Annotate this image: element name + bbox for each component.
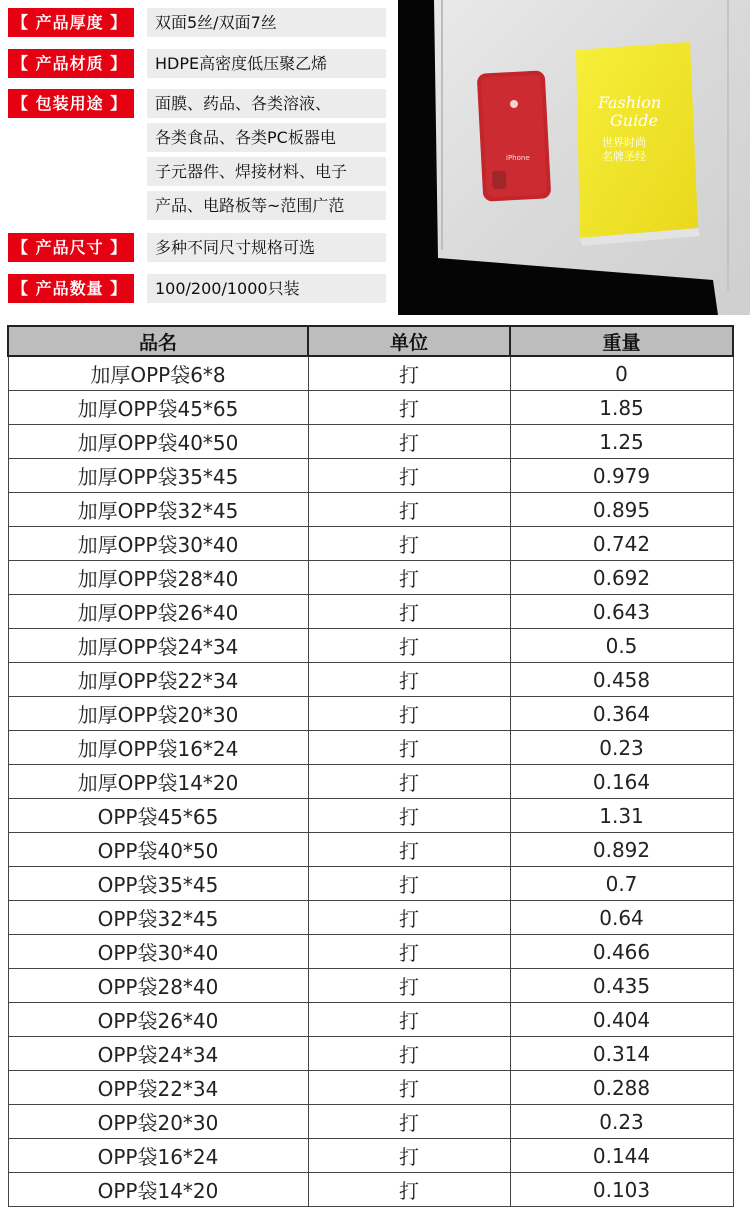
book-cn-2: 名牌圣经 <box>602 150 646 163</box>
table-row <box>8 527 733 561</box>
cell-unit: 打 <box>308 1173 510 1207</box>
table-row <box>8 356 733 391</box>
cell-weight: 0.643 <box>510 595 733 629</box>
cell-unit: 打 <box>308 561 510 595</box>
cell-weight: 0.5 <box>510 629 733 663</box>
cell-unit: 打 <box>308 425 510 459</box>
cell-unit: 打 <box>308 935 510 969</box>
cell-unit: 打 <box>308 901 510 935</box>
table-row <box>8 391 733 425</box>
cell-product-name: 加厚OPP袋20*30 <box>8 697 308 731</box>
table-row <box>8 1105 733 1139</box>
header-product-name: 品名 <box>8 326 308 356</box>
table-row <box>8 799 733 833</box>
spec-row-material <box>8 49 386 78</box>
cell-product-name: OPP袋26*40 <box>8 1003 308 1037</box>
cell-product-name: 加厚OPP袋26*40 <box>8 595 308 629</box>
cell-product-name: OPP袋35*45 <box>8 867 308 901</box>
cell-product-name: OPP袋32*45 <box>8 901 308 935</box>
cell-weight: 0.23 <box>510 731 733 765</box>
cell-weight: 0.164 <box>510 765 733 799</box>
cell-weight: 1.25 <box>510 425 733 459</box>
table-row <box>8 425 733 459</box>
cell-unit: 打 <box>308 1037 510 1071</box>
cell-product-name: 加厚OPP袋28*40 <box>8 561 308 595</box>
cell-weight: 1.31 <box>510 799 733 833</box>
cell-unit: 打 <box>308 356 510 391</box>
cell-weight: 0.144 <box>510 1139 733 1173</box>
spec-value-line: 产品、电路板等~范围广范 <box>147 191 386 220</box>
table-row <box>8 493 733 527</box>
spec-value-line: 各类食品、各类PC板器电 <box>147 123 386 152</box>
cell-unit: 打 <box>308 833 510 867</box>
table-row <box>8 1071 733 1105</box>
book-shape <box>576 42 700 246</box>
book-cn-1: 世界时尚 <box>602 136 646 149</box>
product-photo <box>398 0 750 315</box>
spec-value: 100/200/1000只装 <box>147 274 386 303</box>
cell-product-name: 加厚OPP袋45*65 <box>8 391 308 425</box>
cell-product-name: 加厚OPP袋30*40 <box>8 527 308 561</box>
cell-product-name: 加厚OPP袋22*34 <box>8 663 308 697</box>
cell-unit: 打 <box>308 969 510 1003</box>
table-row <box>8 901 733 935</box>
cell-product-name: OPP袋16*24 <box>8 1139 308 1173</box>
product-spec-list <box>0 0 390 315</box>
cell-product-name: OPP袋45*65 <box>8 799 308 833</box>
table-row <box>8 765 733 799</box>
cell-unit: 打 <box>308 731 510 765</box>
cell-unit: 打 <box>308 459 510 493</box>
cell-weight: 0.404 <box>510 1003 733 1037</box>
spec-row-quantity <box>8 274 386 303</box>
cell-weight: 0.458 <box>510 663 733 697</box>
watermark <box>365 1185 745 1201</box>
table-row <box>8 1003 733 1037</box>
cell-product-name: OPP袋22*34 <box>8 1071 308 1105</box>
spec-label: 【 包装用途 】 <box>8 89 134 118</box>
cell-unit: 打 <box>308 697 510 731</box>
cell-product-name: OPP袋30*40 <box>8 935 308 969</box>
spec-value: 多种不同尺寸规格可选 <box>147 233 386 262</box>
table-row <box>8 697 733 731</box>
cell-product-name: 加厚OPP袋14*20 <box>8 765 308 799</box>
header-unit: 单位 <box>308 326 510 356</box>
cell-unit: 打 <box>308 391 510 425</box>
book-title-2: Guide <box>610 111 658 130</box>
cell-product-name: OPP袋28*40 <box>8 969 308 1003</box>
cell-weight: 0.895 <box>510 493 733 527</box>
spec-label: 【 产品数量 】 <box>8 274 134 303</box>
book-title-1: Fashion <box>598 93 662 112</box>
cell-product-name: 加厚OPP袋35*45 <box>8 459 308 493</box>
cell-unit: 打 <box>308 1105 510 1139</box>
cell-unit: 打 <box>308 765 510 799</box>
cell-weight: 0.892 <box>510 833 733 867</box>
spec-label: 【 产品材质 】 <box>8 49 134 78</box>
cell-product-name: 加厚OPP袋32*45 <box>8 493 308 527</box>
table-row <box>8 867 733 901</box>
cell-weight: 0.314 <box>510 1037 733 1071</box>
cell-unit: 打 <box>308 595 510 629</box>
table-row <box>8 969 733 1003</box>
cell-unit: 打 <box>308 867 510 901</box>
cell-weight: 0 <box>510 356 733 391</box>
spec-value: HDPE高密度低压聚乙烯 <box>147 49 386 78</box>
spec-label: 【 产品尺寸 】 <box>8 233 134 262</box>
cell-product-name: OPP袋20*30 <box>8 1105 308 1139</box>
table-row <box>8 561 733 595</box>
cell-weight: 0.7 <box>510 867 733 901</box>
cell-product-name: 加厚OPP袋6*8 <box>8 356 308 391</box>
spec-row-size <box>8 233 386 262</box>
table-row <box>8 663 733 697</box>
spec-value: 双面5丝/双面7丝 <box>147 8 386 37</box>
cell-weight: 0.435 <box>510 969 733 1003</box>
weight-table <box>7 325 734 1207</box>
spec-row-thickness <box>8 8 386 37</box>
table-row <box>8 595 733 629</box>
cell-product-name: 加厚OPP袋24*34 <box>8 629 308 663</box>
table-row <box>8 629 733 663</box>
cell-unit: 打 <box>308 1139 510 1173</box>
table-row <box>8 1139 733 1173</box>
cell-weight: 1.85 <box>510 391 733 425</box>
table-row <box>8 833 733 867</box>
table-row <box>8 1037 733 1071</box>
cell-weight: 0.64 <box>510 901 733 935</box>
cell-product-name: OPP袋40*50 <box>8 833 308 867</box>
phone-text: iPhone <box>506 154 530 162</box>
cell-product-name: 加厚OPP袋16*24 <box>8 731 308 765</box>
spec-value-line: 面膜、药品、各类溶液、 <box>147 89 386 118</box>
weight-table-wrap <box>0 322 750 1222</box>
table-header-row <box>8 326 733 356</box>
cell-unit: 打 <box>308 527 510 561</box>
cell-product-name: 加厚OPP袋40*50 <box>8 425 308 459</box>
cell-unit: 打 <box>308 493 510 527</box>
cell-unit: 打 <box>308 1003 510 1037</box>
table-row <box>8 731 733 765</box>
cell-weight: 0.364 <box>510 697 733 731</box>
spec-label: 【 产品厚度 】 <box>8 8 134 37</box>
spec-value-line: 子元器件、焊接材料、电子 <box>147 157 386 186</box>
cell-weight: 0.288 <box>510 1071 733 1105</box>
spec-row-usage <box>8 89 386 222</box>
cell-product-name: OPP袋14*20 <box>8 1173 308 1207</box>
cell-weight: 0.742 <box>510 527 733 561</box>
cell-weight: 0.466 <box>510 935 733 969</box>
table-row <box>8 459 733 493</box>
product-photo-illustration <box>398 0 750 315</box>
phone-shape <box>477 70 552 201</box>
cell-unit: 打 <box>308 1071 510 1105</box>
cell-unit: 打 <box>308 663 510 697</box>
cell-unit: 打 <box>308 629 510 663</box>
cell-weight: 0.692 <box>510 561 733 595</box>
cell-weight: 0.23 <box>510 1105 733 1139</box>
cell-unit: 打 <box>308 799 510 833</box>
header-weight: 重量 <box>510 326 733 356</box>
table-body <box>8 356 733 1207</box>
table-row <box>8 935 733 969</box>
cell-product-name: OPP袋24*34 <box>8 1037 308 1071</box>
cell-weight: 0.979 <box>510 459 733 493</box>
cell-weight: 0.103 <box>510 1173 733 1207</box>
